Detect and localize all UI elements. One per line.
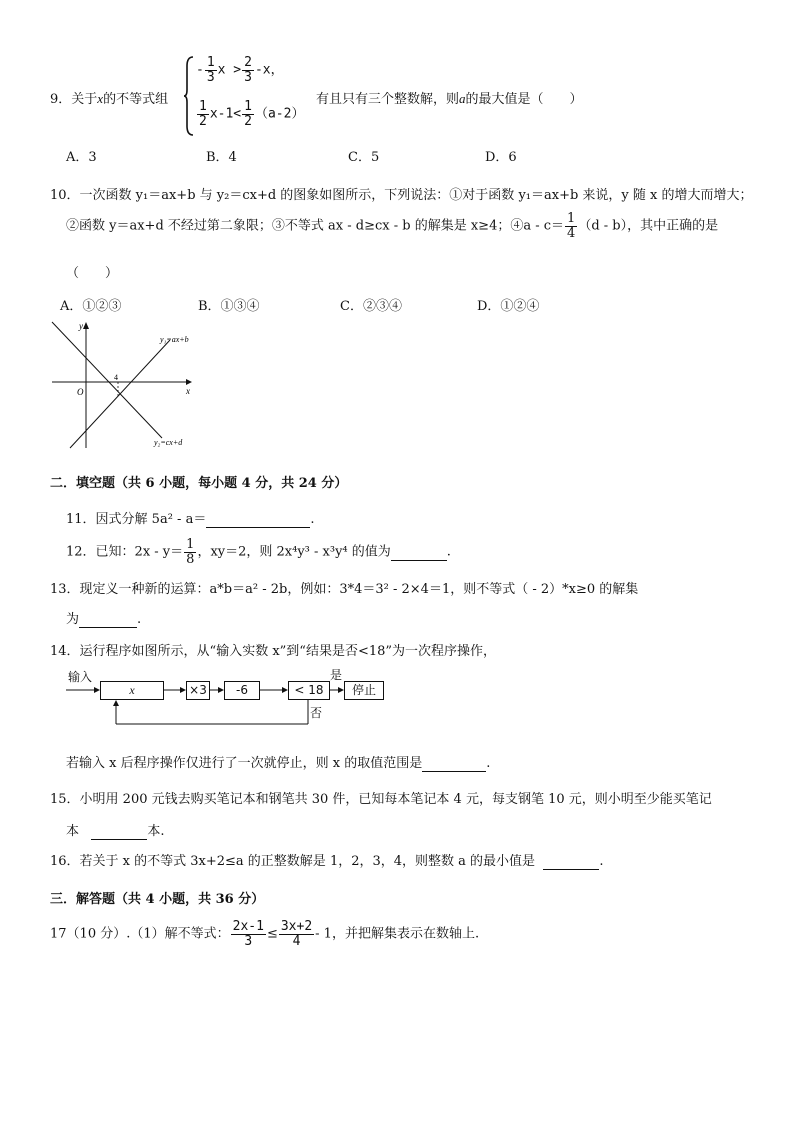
flow-box-times3: ×3 [186,681,210,700]
flow-box-minus6: -6 [224,681,260,700]
q9-text: 的不等式组 [103,92,169,107]
y-axis-label: y [79,321,83,331]
q16: 16．若关于 x 的不等式 3x+2≤a 的正整数解是 1，2，3，4，则整数 a 的最小值是 . [50,854,604,869]
q13-answer-blank[interactable] [79,612,137,628]
q9-number-and-text [50,88,168,107]
section-2-heading: 二．填空题（共 6 小题，每小题 4 分，共 24 分） [50,476,348,491]
line-y2-label: y₂=cx+d [154,438,183,447]
q15-line-2: 本 本. [66,824,165,839]
q15-answer-blank[interactable] [91,824,147,840]
flow-input-label: 输入 [68,670,93,684]
q11: 11．因式分解 5a² - a＝ . [66,512,315,527]
q10-line-2: ②函数 y＝ax+d 不经过第二象限；③不等式 ax - d≥cx - b 的解集是 x≥4；④a - c＝ $\frac{1}{4}$ （d - b），其中正确的是 [66,211,719,241]
section-3-heading: 三．解答题（共 4 小题，共 36 分） [50,892,265,907]
q14-follow: 若输入 x 后程序操作仅进行了一次就停止，则 x 的取值范围是 . [66,756,491,771]
intersection-x-tick: 4 [114,373,118,382]
q12: 12．已知：2x - y＝ $\frac{1}{8}$ ，xy＝2，则 2x⁴y³ - x³y⁴ 的值为 . [66,537,451,567]
q10-function-graph [50,318,200,450]
q10-line-1: 10．一次函数 y₁＝ax+b 与 y₂＝cx+d 的图象如图所示，下列说法：①对于函数 y₁＝ax+b 来说，y 随 x 的增大而增大； [50,188,753,203]
x-axis-label: x [186,386,190,396]
q10-option-d: D．①②④ [477,299,540,314]
q10-option-b: B．①③④ [198,299,260,314]
q9-inequality-1: - $\frac{1}{3}$ x > $\frac{2}{3}$ -x， [196,55,284,85]
q12-answer-blank[interactable] [391,545,447,561]
flow-no-label: 否 [310,706,323,720]
flow-arrows [64,666,404,736]
q10-answer-paren: （ ） [66,266,119,281]
line-y2 [52,322,162,438]
q13-line-1: 13．现定义一种新的运算：a*b＝a² - 2b，例如：3*4＝3² - 2×4＝1，则不等式（ - 2）*x≥0 的解集 [50,582,639,597]
q9-option-b: B．4 [206,150,237,165]
flow-box-less18: < 18 [288,681,330,700]
q10-option-a: A．①②③ [60,299,122,314]
q14-text: 14．运行程序如图所示，从“输入实数 x”到“结果是否<18”为一次程序操作， [50,644,497,659]
q9-option-c: C．5 [348,150,380,165]
q13-line-2: 为 . [66,612,142,627]
flow-yes-label: 是 [330,668,343,682]
q9-tail-text: 有且只有三个整数解，则a的最大值是（ ） [316,91,583,107]
q9-label: 9．关于 [50,92,98,107]
origin-label: O [77,387,84,397]
q9-option-a: A．3 [66,150,97,165]
q14-flowchart [64,666,404,736]
q16-answer-blank[interactable] [543,854,599,870]
q10-option-c: C．②③④ [340,299,402,314]
q9-var: x [97,91,104,106]
q17: 17（10 分）.（1）解不等式： $\frac{2x-1}{3}$ ≤ $\frac{3x+2}{4}$ - 1，并把解集表示在数轴上. [50,919,480,949]
flow-box-x: x [100,681,164,700]
line-y1-label: y₁=ax+b [160,335,189,344]
q9-option-d: D．6 [485,150,517,165]
q9-inequality-2: $\frac{1}{2}$ x-1< $\frac{1}{2}$ （a-2） [199,99,305,129]
q14-answer-blank[interactable] [422,756,486,772]
q9-system-brace [184,56,194,136]
flow-box-stop: 停止 [344,681,384,700]
q15-line-1: 15．小明用 200 元钱去购买笔记本和钢笔共 30 件，已知每本笔记本 4 元，每支钢笔 10 元，则小明至少能买笔记 [50,792,712,807]
q11-answer-blank[interactable] [206,512,310,528]
